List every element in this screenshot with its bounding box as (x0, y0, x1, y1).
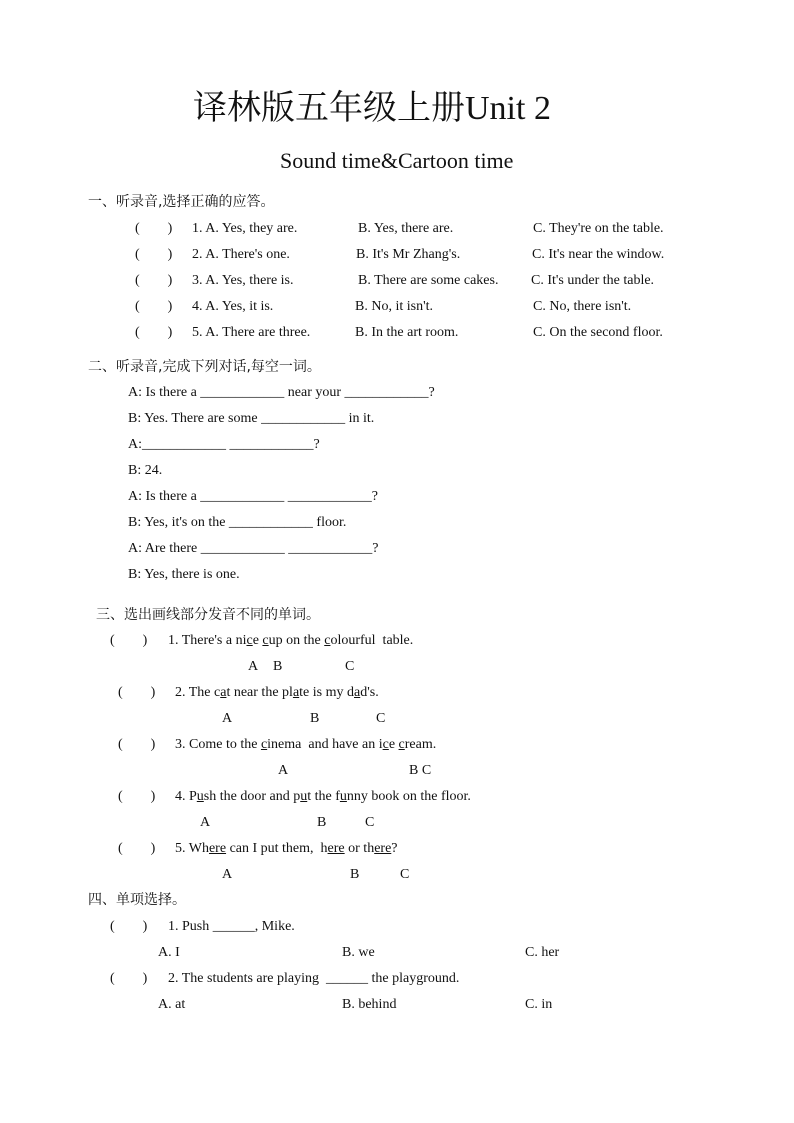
underlined-letter: ere (208, 841, 227, 856)
text-segment: t the f (307, 789, 340, 804)
s4-q1-option-c: C. her (525, 945, 560, 960)
s3-q3-label-a: A (278, 763, 289, 778)
text-segment: e (252, 633, 263, 648)
s4-q1-option-a: A. I (158, 945, 180, 960)
text-segment: olourful table. (330, 633, 414, 648)
s3-q2-paren: ( ) (118, 685, 156, 700)
s4-q1-paren: ( ) (110, 919, 148, 934)
text-segment: ream. (404, 737, 437, 752)
s1-q4-option-c: C. No, there isn't. (533, 299, 632, 314)
s4-q2-option-b: B. behind (342, 997, 397, 1012)
s1-q1-paren: ( ) (135, 221, 173, 236)
s1-q1-option-b: B. Yes, there are. (358, 221, 454, 236)
s2-line-5: A: Is there a ____________ ____________? (128, 489, 379, 504)
underlined-letter: c (398, 737, 405, 752)
s1-q3-paren: ( ) (135, 273, 173, 288)
underlined-letter: u (196, 789, 204, 804)
underlined-letter: a (354, 685, 361, 700)
s4-q2-option-c: C. in (525, 997, 553, 1012)
s1-q5-paren: ( ) (135, 325, 173, 340)
text-segment: 2. The c (175, 685, 221, 700)
s1-q1-text: 1. A. Yes, they are. (192, 221, 298, 236)
underlined-letter: a (292, 685, 300, 700)
underlined-letter: c (262, 633, 269, 648)
s3-q4-paren: ( ) (118, 789, 156, 804)
s1-q5-text: 5. A. There are three. (192, 325, 311, 340)
s3-q4-label-b: B (317, 815, 327, 830)
s3-q5-label-c: C (400, 867, 410, 882)
s3-q4-text (175, 790, 471, 804)
text-segment: 1. There's a ni (168, 633, 247, 648)
s3-q4-label-c: C (365, 815, 375, 830)
s1-q2-text: 2. A. There's one. (192, 247, 290, 262)
s2-line-6: B: Yes, it's on the ____________ floor. (128, 515, 347, 530)
text-segment: nny book on the floor. (346, 789, 471, 804)
s3-q1-paren: ( ) (110, 633, 148, 648)
s2-line-2: B: Yes. There are some ____________ in it. (128, 411, 375, 426)
underlined-letter: u (339, 789, 347, 804)
s3-q1-label-a: A (248, 659, 259, 674)
s2-line-8: B: Yes, there is one. (128, 567, 240, 582)
text-segment: inema and have an i (267, 737, 383, 752)
s3-q5-label-a: A (222, 867, 233, 882)
s4-q1-option-b: B. we (342, 945, 375, 960)
section2-heading: 二、听录音,完成下列对话,每空一词。 (88, 359, 321, 375)
text-segment: or th (344, 841, 375, 856)
underlined-letter: a (220, 685, 227, 700)
underlined-letter: ere (327, 841, 345, 856)
s1-q4-paren: ( ) (135, 299, 173, 314)
s2-line-7: A: Are there ____________ ____________? (128, 541, 379, 556)
s4-q2-paren: ( ) (110, 971, 148, 986)
underlined-letter: c (382, 737, 389, 752)
s1-q3-text: 3. A. Yes, there is. (192, 273, 294, 288)
s3-q3-label-bc: B C (409, 763, 432, 778)
s1-q2-option-c: C. It's near the window. (532, 247, 665, 262)
s3-q3-paren: ( ) (118, 737, 156, 752)
text-segment: 3. Come to the (175, 737, 261, 752)
s3-q1-text (168, 634, 413, 648)
underlined-letter: ere (374, 841, 392, 856)
s3-q5-text (175, 842, 398, 856)
s3-q4-label-a: A (200, 815, 211, 830)
s1-q1-option-c: C. They're on the table. (533, 221, 664, 236)
text-segment: t near the pl (226, 685, 293, 700)
s3-q2-label-c: C (376, 711, 386, 726)
s4-q1-text: 1. Push ______, Mike. (168, 919, 295, 934)
s2-line-4: B: 24. (128, 463, 163, 478)
s3-q2-text (175, 686, 379, 700)
text-segment: d's. (360, 685, 379, 700)
s3-q2-label-b: B (310, 711, 320, 726)
s1-q3-option-b: B. There are some cakes. (358, 273, 499, 288)
s2-line-3: A:____________ ____________? (128, 437, 320, 452)
text-segment: sh the door and p (203, 789, 301, 804)
section4-heading: 四、单项选择。 (88, 892, 186, 908)
page-subtitle: Sound time&Cartoon time (280, 148, 514, 173)
underlined-letter: c (324, 633, 331, 648)
s1-q5-option-c: C. On the second floor. (533, 325, 663, 340)
s1-q5-option-b: B. In the art room. (355, 325, 459, 340)
underlined-letter: c (260, 737, 268, 752)
underlined-letter: u (300, 789, 308, 804)
s3-q3-text (175, 738, 436, 752)
s2-line-1: A: Is there a ____________ near your ____________? (128, 385, 435, 400)
s3-q5-label-b: B (350, 867, 360, 882)
s1-q4-text: 4. A. Yes, it is. (192, 299, 274, 314)
text-segment: 4. P (175, 789, 197, 804)
s1-q4-option-b: B. No, it isn't. (355, 299, 433, 314)
s1-q2-paren: ( ) (135, 247, 173, 262)
text-segment: ? (391, 841, 398, 856)
s1-q3-option-c: C. It's under the table. (531, 273, 655, 288)
s3-q2-label-a: A (222, 711, 233, 726)
underlined-letter: c (246, 633, 253, 648)
text-segment: up on the (268, 633, 325, 648)
s3-q1-label-b: B (273, 659, 283, 674)
text-segment: can I put them, h (226, 841, 328, 856)
section1-heading: 一、听录音,选择正确的应答。 (88, 194, 275, 210)
text-segment: e (388, 737, 399, 752)
s3-q5-paren: ( ) (118, 841, 156, 856)
s4-q2-text: 2. The students are playing ______ the playground. (168, 971, 460, 986)
s4-q2-option-a: A. at (158, 997, 186, 1012)
text-segment: 5. Wh (175, 841, 209, 856)
text-segment: te is my d (299, 685, 354, 700)
section3-heading: 三、选出画线部分发音不同的单词。 (96, 607, 320, 623)
s1-q2-option-b: B. It's Mr Zhang's. (356, 247, 461, 262)
page-title: 译林版五年级上册Unit 2 (193, 90, 551, 127)
s3-q1-label-c: C (345, 659, 355, 674)
